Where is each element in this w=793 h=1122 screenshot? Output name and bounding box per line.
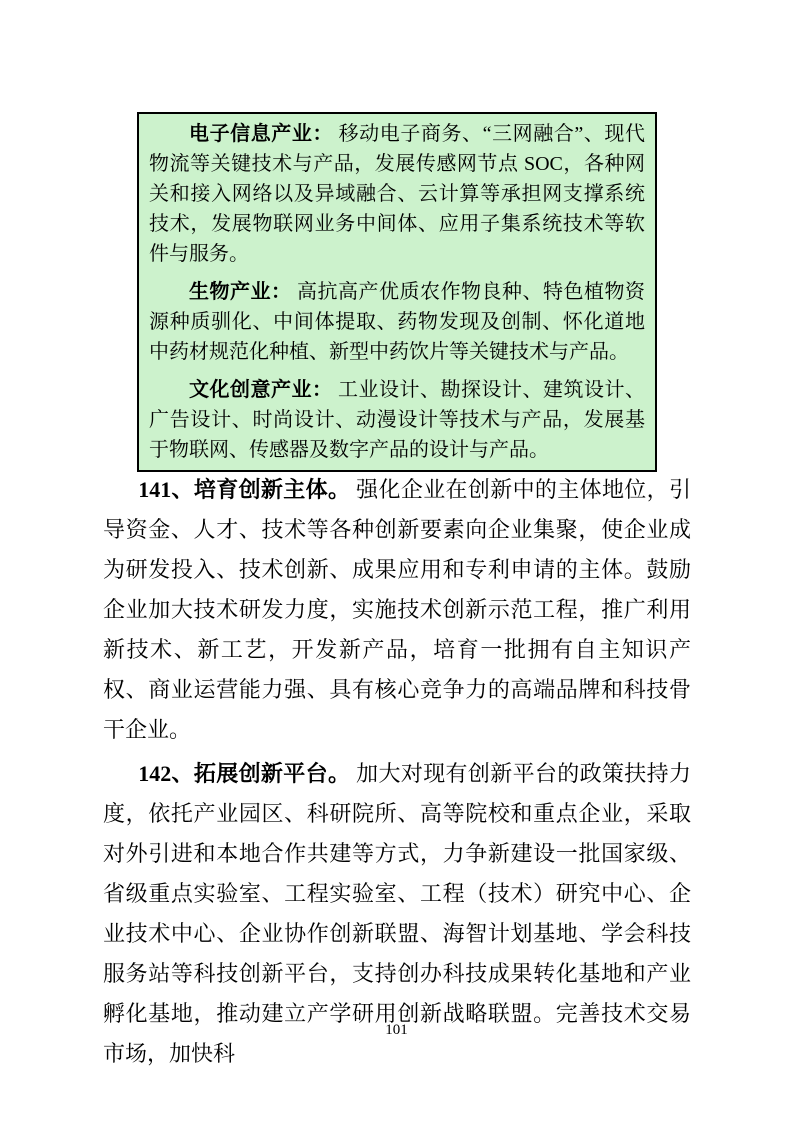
paragraph-142-body: 加大对现有创新平台的政策扶持力度，依托产业园区、科研院所、高等院校和重点企业，采取对外引进和本地合作共建等方式，力争新建设一批国家级、省级重点实验室、工程实验室、工程（技术）研究中心、企业技术中心、企业协作创新联盟、海智计划基地、学会科技服务站等科技创新平台，支持创办科技成果转化基地和产业孵化基地，推动建立产学研用创新战略联盟。完善技术交易市场，加快科 bbox=[103, 761, 691, 1066]
paragraph-141-body: 强化企业在创新中的主体地位，引导资金、人才、技术等各种创新要素向企业集聚，使企业成为研发投入、技术创新、成果应用和专利申请的主体。鼓励企业加大技术研发力度，实施技术创新示范工程，推广利用新技术、新工艺，开发新产品，培育一批拥有自主知识产权、商业运营能力强、具有核心竞争力的高端品牌和科技骨干企业。 bbox=[103, 477, 691, 742]
box-paragraph-heading: 文化创意产业： bbox=[189, 379, 333, 401]
box-paragraph-body: 高抗高产优质农作物良种、特色植物资源种质驯化、中间体提取、药物发现及创制、怀化道地中药材规范化种植、新型中药饮片等关键技术与产品。 bbox=[149, 281, 645, 363]
box-paragraph-heading: 生物产业： bbox=[189, 281, 292, 303]
paragraph-141 bbox=[103, 470, 691, 750]
box-paragraph-electronics-industry bbox=[149, 119, 645, 269]
highlighted-note-box bbox=[137, 112, 657, 472]
box-paragraph-bio-industry bbox=[149, 277, 645, 367]
body-text-block bbox=[103, 470, 691, 1078]
box-paragraph-cultural-creative-industry bbox=[149, 375, 645, 465]
box-paragraph-body: 移动电子商务、“三网融合”、现代物流等关键技术与产品，发展传感网节点 SOC，各种网关和接入网络以及异域融合、云计算等承担网支撑系统技术，发展物联网业务中间体、应用子集系统技术等软件与服务。 bbox=[149, 123, 645, 265]
paragraph-141-heading: 141、培育创新主体。 bbox=[138, 477, 351, 502]
paragraph-142-heading: 142、拓展创新平台。 bbox=[138, 761, 351, 786]
box-paragraph-body: 工业设计、勘探设计、建筑设计、广告设计、时尚设计、动漫设计等技术与产品，发展基于物联网、传感器及数字产品的设计与产品。 bbox=[149, 379, 645, 461]
box-paragraph-heading: 电子信息产业： bbox=[189, 123, 334, 145]
page-number: 101 bbox=[385, 1022, 408, 1038]
